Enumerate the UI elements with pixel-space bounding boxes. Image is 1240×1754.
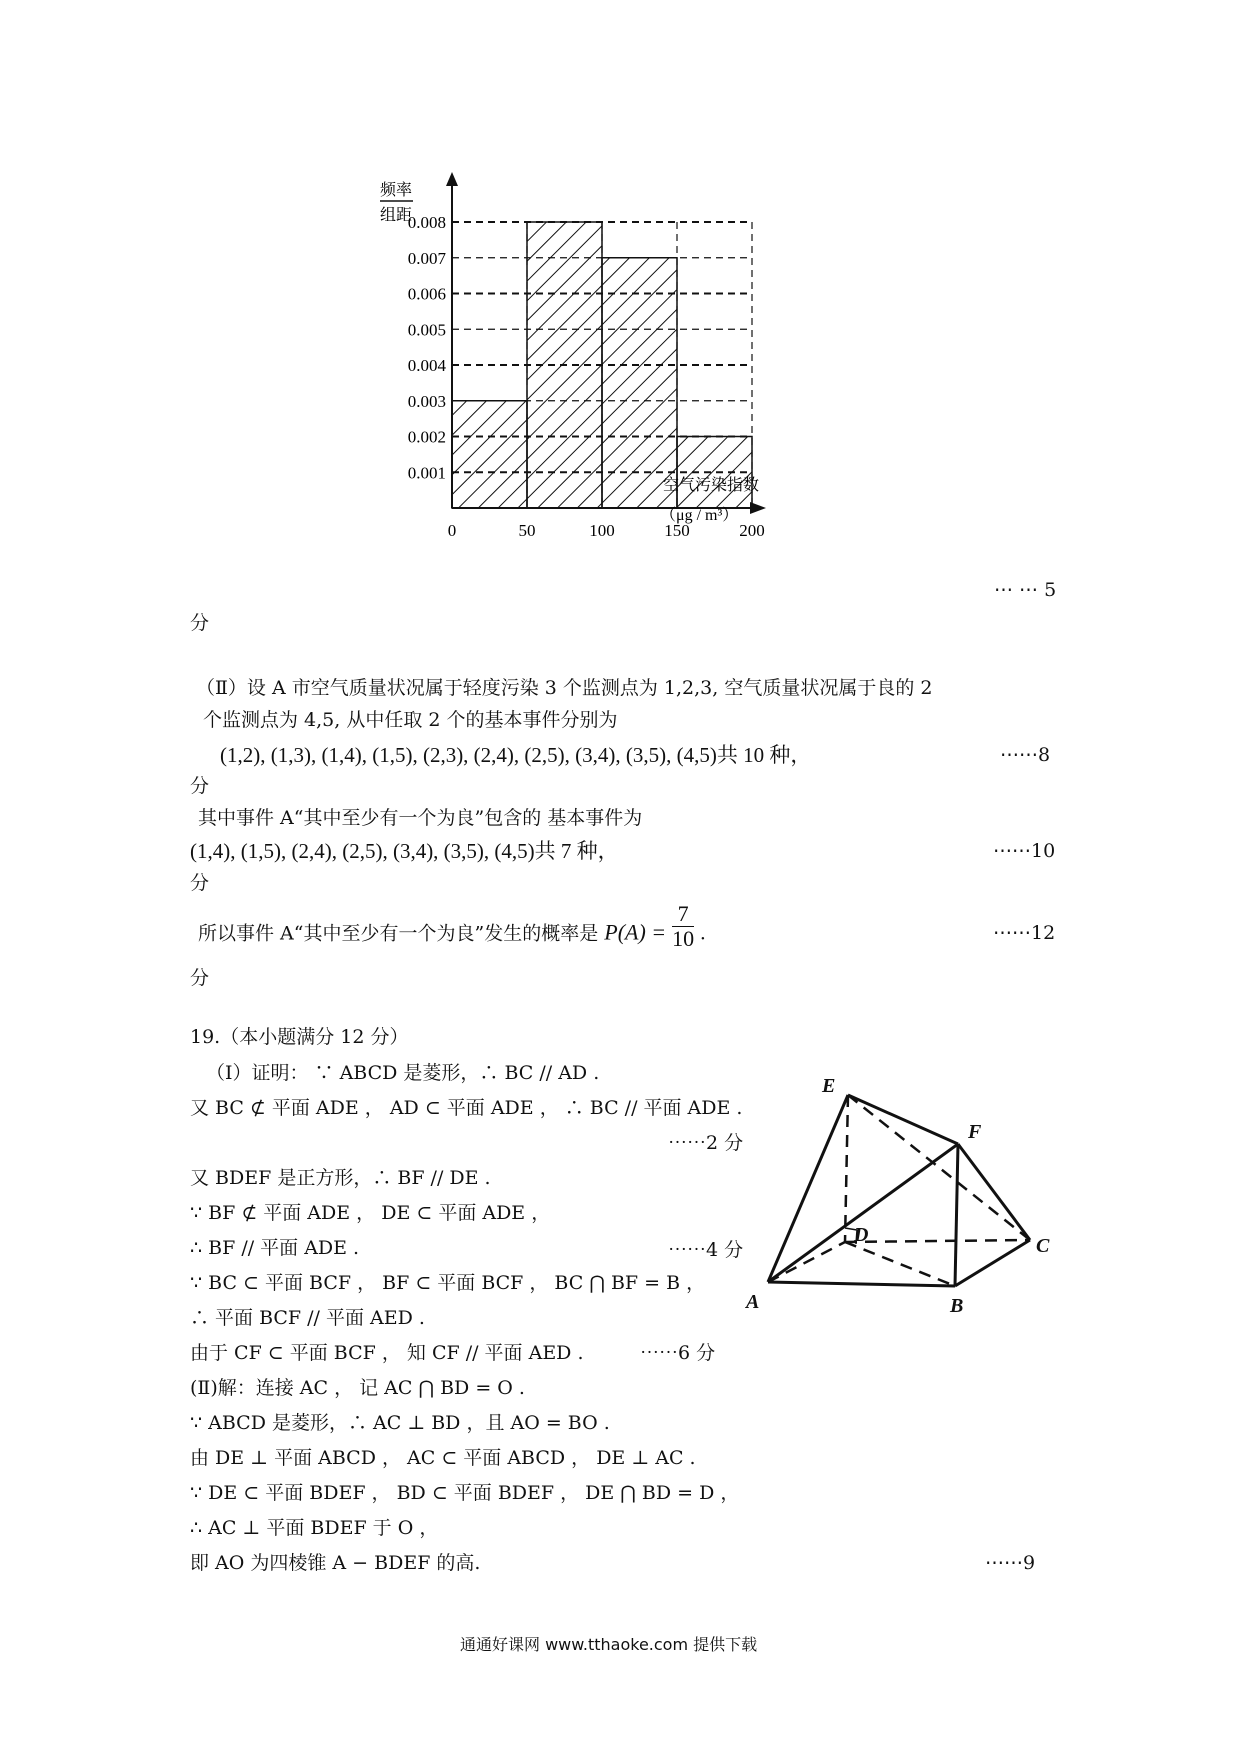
- x-axis-label: 空气污染指数: [663, 477, 760, 494]
- probability-line: [198, 901, 706, 951]
- footer-source: 通通好课网 www.tthaoke.com 提供下载: [460, 1635, 758, 1654]
- q19-line11: 由 DE ⊥ 平面 ABCD ， AC ⊂ 平面 ABCD ， DE ⊥ AC .: [190, 1447, 696, 1469]
- histogram-bar: [602, 258, 677, 508]
- q19-score6: ⋯⋯6 分: [640, 1342, 716, 1364]
- x-tick-label: 0: [447, 521, 457, 540]
- score-5-unit: 分: [190, 612, 210, 634]
- y-tick-label: 0.003: [407, 391, 446, 411]
- y-tick-label: 0.001: [407, 463, 446, 483]
- edge-EC: [848, 1095, 1030, 1240]
- q19-line9: (Ⅱ)解：连接 AC ， 记 AC ⋂ BD = O .: [190, 1377, 525, 1399]
- x-tick-label: 150: [664, 521, 690, 540]
- probability-numerator: 7: [672, 902, 694, 927]
- score-10: ⋯⋯10: [993, 840, 1056, 862]
- q19-line12: ∵ DE ⊂ 平面 BDEF ， BD ⊂ 平面 BDEF ， DE ⋂ BD = D ，: [190, 1482, 740, 1504]
- edge-DC: [845, 1240, 1030, 1242]
- q19-line2: 又 BC ⊄ 平面 ADE ， AD ⊂ 平面 ADE ， ∴ BC // 平面 ADE .: [190, 1097, 743, 1119]
- q19-line8: 由于 CF ⊂ 平面 BCF ， 知 CF // 平面 AED .: [190, 1342, 584, 1364]
- x-tick-label: 100: [589, 521, 615, 540]
- histogram-bar: [452, 401, 527, 508]
- probability-period: .: [700, 920, 706, 945]
- events-a: (1,4), (1,5), (2,4), (2,5), (3,4), (3,5), (4,5)共 7 种，: [190, 839, 619, 863]
- probability-text: 所以事件 A“其中至少有一个为良”发生的概率是: [198, 922, 599, 945]
- x-tick-label: 200: [739, 521, 765, 540]
- probability-denominator: 10: [672, 926, 695, 951]
- label-C: C: [1036, 1235, 1050, 1257]
- y-label-top: 频率: [380, 182, 413, 199]
- q19-line13: ∴ AC ⊥ 平面 BDEF 于 O ，: [190, 1517, 439, 1539]
- q19-title: 19.（本小题满分 12 分）: [190, 1026, 409, 1048]
- q19-line6: ∵ BC ⊂ 平面 BCF ， BF ⊂ 平面 BCF ， BC ⋂ BF = B ，: [190, 1272, 706, 1294]
- pyramid-figure: [740, 1060, 1060, 1320]
- edge-FB: [955, 1144, 958, 1286]
- y-tick-label: 0.002: [407, 427, 446, 447]
- y-tick-label: 0.004: [407, 356, 446, 375]
- edge-EF: [848, 1095, 958, 1144]
- event-a-line: 其中事件 A“其中至少有一个为良”包含的 基本事件为: [198, 807, 643, 829]
- part2-line2: 个监测点为 4,5, 从中任取 2 个的基本事件分别为: [203, 709, 618, 731]
- edge-BC: [955, 1240, 1030, 1286]
- edge-AD: [768, 1242, 845, 1282]
- q19-score9: ⋯⋯9: [985, 1552, 1036, 1574]
- events-all: (1,2), (1,3), (1,4), (1,5), (2,3), (2,4), (2,5), (3,4), (3,5), (4,5)共 10 种，: [220, 743, 812, 767]
- x-tick-label: 50: [518, 521, 536, 540]
- y-tick-label: 0.007: [407, 248, 446, 268]
- q19-line3: 又 BDEF 是正方形，∴ BF // DE .: [190, 1167, 491, 1189]
- q19-line4: ∵ BF ⊄ 平面 ADE ， DE ⊂ 平面 ADE ，: [190, 1202, 551, 1224]
- score-12: ⋯⋯12: [993, 922, 1056, 944]
- x-axis-unit: （μg / m³）: [660, 507, 739, 524]
- q19-line14: 即 AO 为四棱锥 A − BDEF 的高.: [190, 1552, 481, 1574]
- x-axis-arrow: [750, 502, 766, 514]
- label-A: A: [746, 1291, 760, 1313]
- q19-line7: ∴ 平面 BCF // 平面 AED .: [190, 1307, 425, 1329]
- q19-score2: ⋯⋯2 分: [668, 1132, 744, 1154]
- y-axis-arrow: [446, 172, 458, 186]
- label-D: D: [854, 1224, 869, 1246]
- score-5: ⋯ ⋯ 5: [994, 579, 1057, 601]
- probability-expr: P(A) =: [604, 919, 667, 945]
- y-label-bottom: 组距: [380, 207, 413, 224]
- label-B: B: [950, 1295, 964, 1317]
- edge-ED: [845, 1095, 848, 1242]
- y-tick-label: 0.006: [407, 284, 446, 304]
- score-10-unit: 分: [190, 872, 210, 894]
- probability-fraction: [672, 902, 694, 951]
- edge-DB: [845, 1242, 955, 1286]
- score-12-unit: 分: [190, 967, 210, 989]
- label-E: E: [822, 1075, 836, 1097]
- edge-FC: [958, 1144, 1030, 1240]
- label-F: F: [968, 1121, 982, 1143]
- q19-line5: ∴ BF // 平面 ADE .: [190, 1237, 360, 1259]
- frequency-histogram: [380, 170, 860, 540]
- q19-score4: ⋯⋯4 分: [668, 1239, 744, 1261]
- score-8-unit: 分: [190, 775, 210, 797]
- y-tick-label: 0.008: [407, 213, 446, 232]
- score-8: ⋯⋯8: [1000, 744, 1051, 766]
- part2-line1: （Ⅱ）设 A 市空气质量状况属于轻度污染 3 个监测点为 1,2,3, 空气质量状况属于良的 2: [196, 677, 933, 699]
- q19-line10: ∵ ABCD 是菱形，∴ AC ⊥ BD ，且 AO = BO .: [190, 1412, 610, 1434]
- q19-line1: （Ⅰ）证明： ∵ ABCD 是菱形，∴ BC // AD .: [206, 1062, 600, 1084]
- edge-AB: [768, 1282, 955, 1286]
- y-tick-label: 0.005: [407, 320, 446, 340]
